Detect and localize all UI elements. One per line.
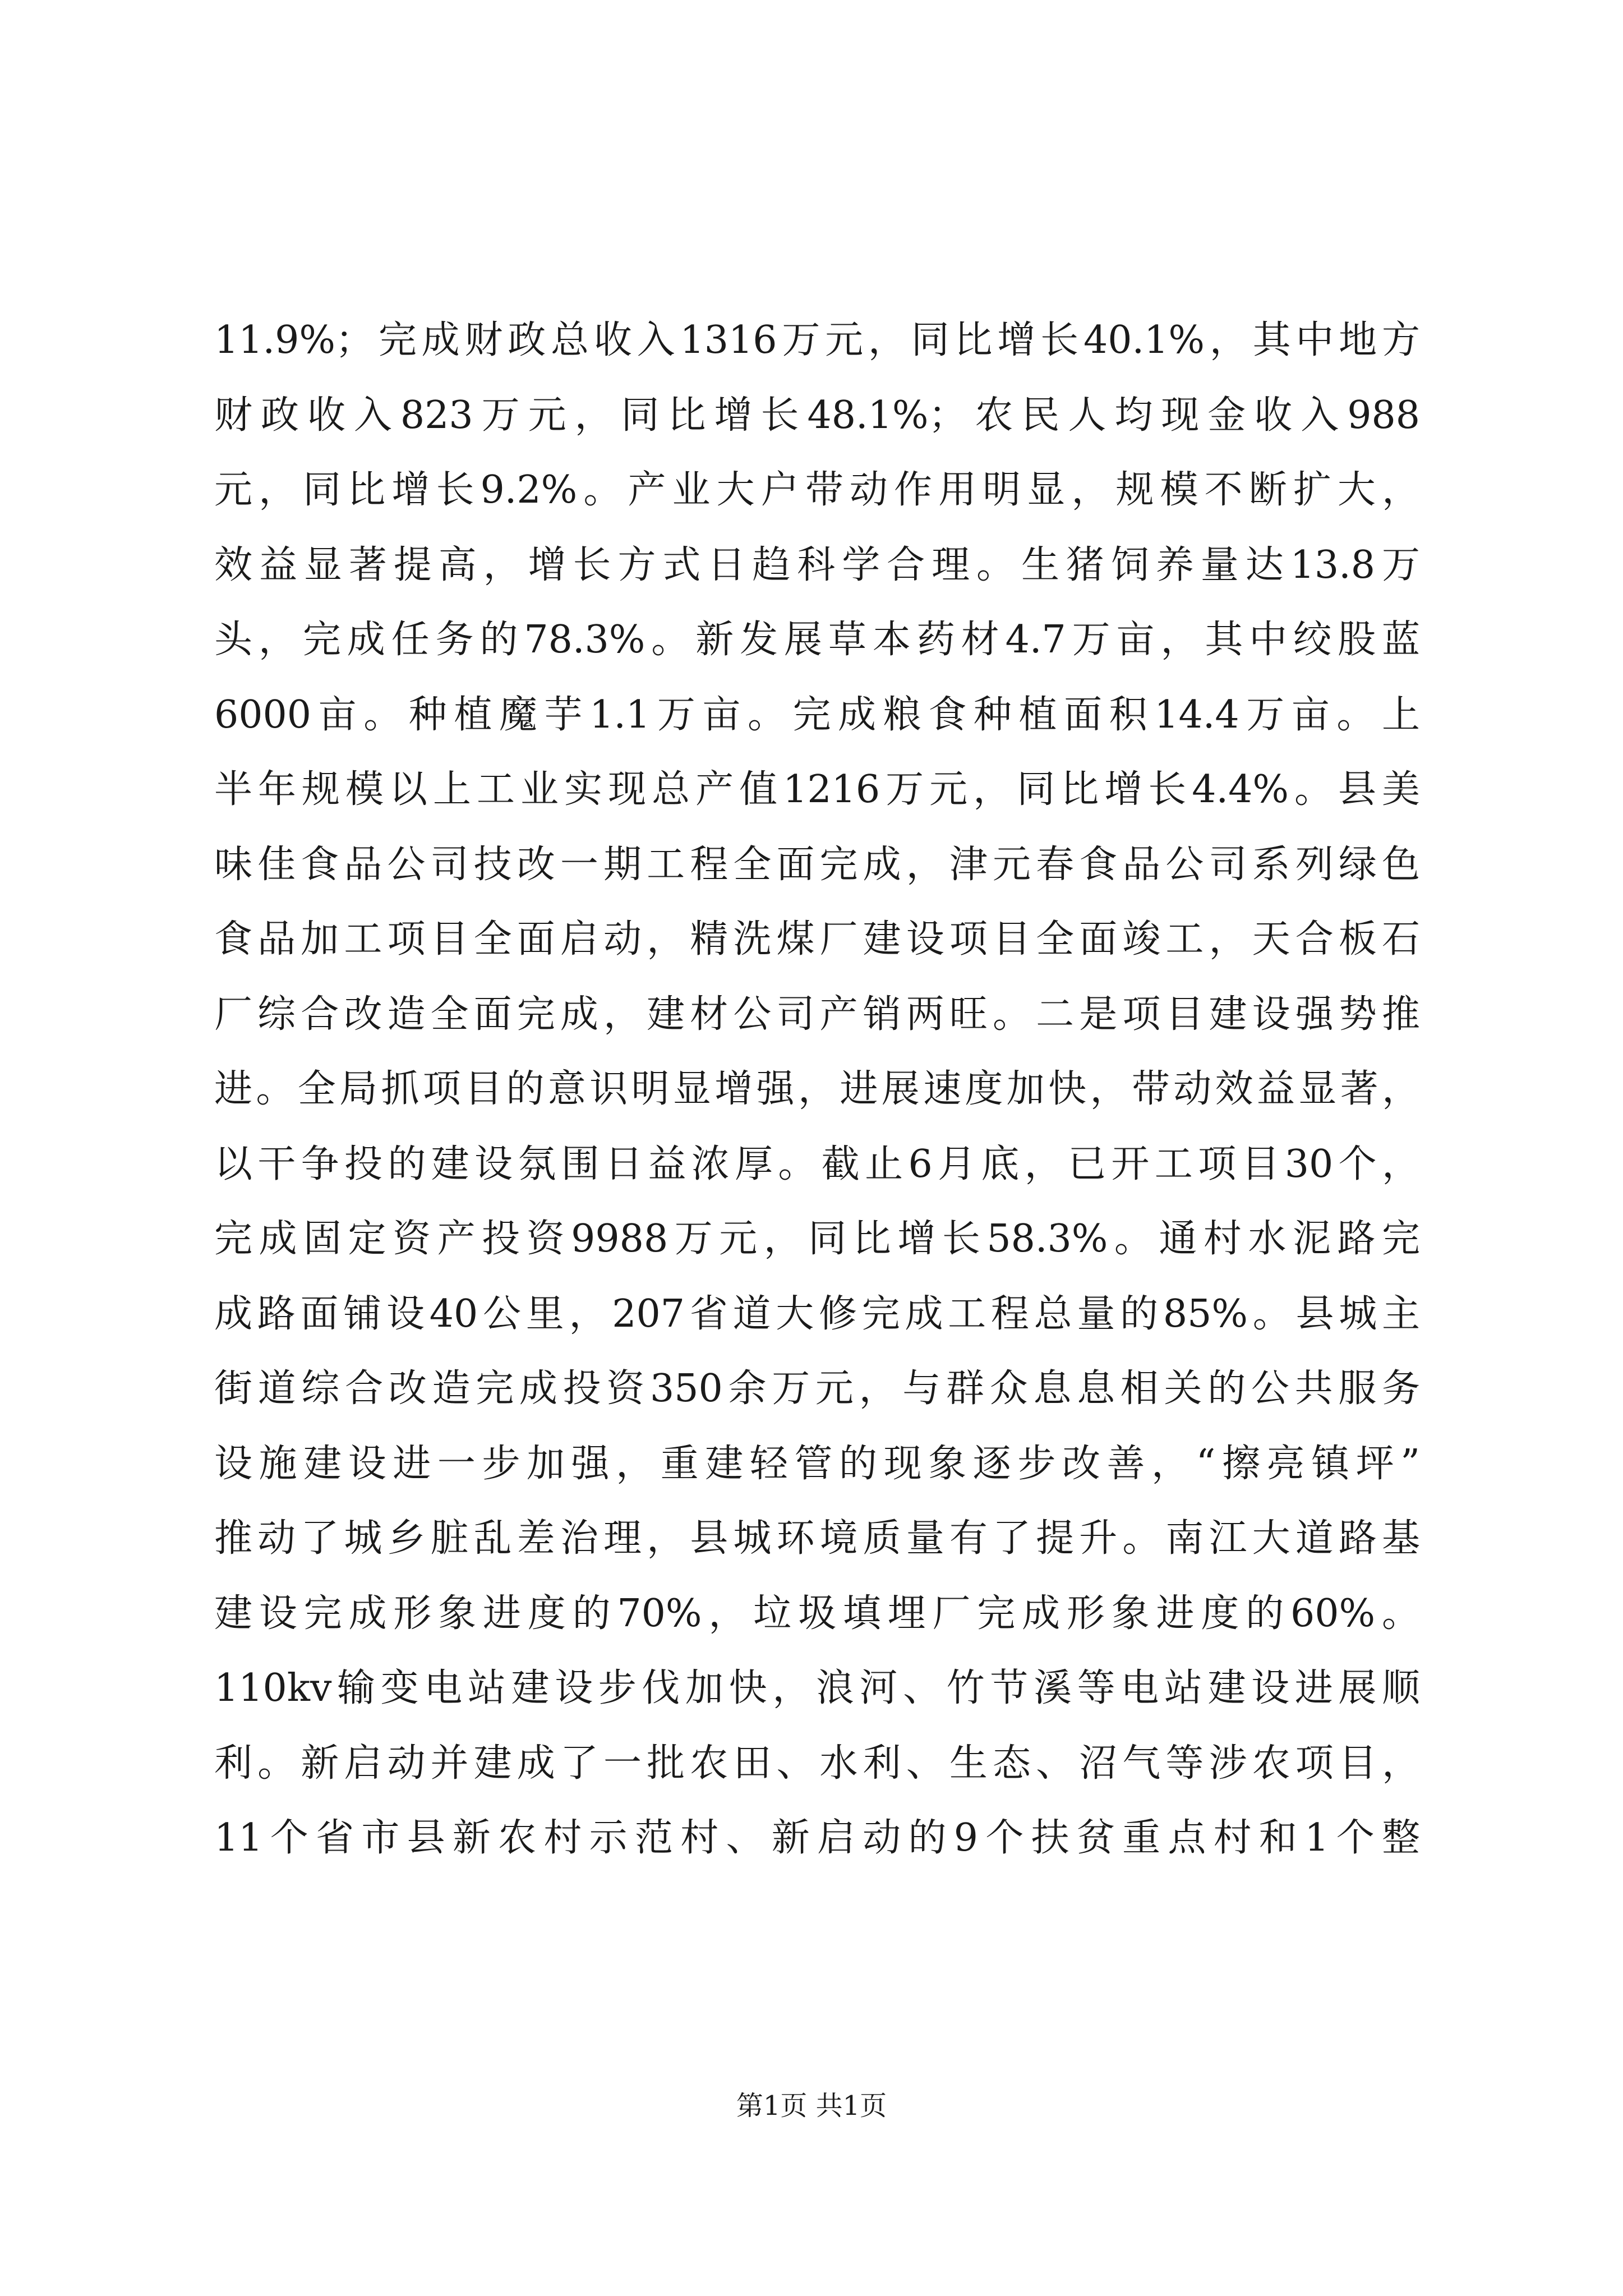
text-line: 推动了城乡脏乱差治理，县城环境质量有了提升。南江大道路基 bbox=[214, 1516, 1420, 1561]
text-line: 元，同比增长9.2%。产业大户带动作用明显，规模不断扩大， bbox=[214, 468, 1420, 512]
text-line: 成路面铺设40公里，207省道大修完成工程总量的85%。县城主 bbox=[214, 1291, 1420, 1336]
text-line: 食品加工项目全面启动，精洗煤厂建设项目全面竣工，天合板石 bbox=[214, 917, 1420, 961]
text-line: 完成固定资产投资9988万元，同比增长58.3%。通村水泥路完 bbox=[214, 1217, 1420, 1261]
text-line: 利。新启动并建成了一批农田、水利、生态、沼气等涉农项目， bbox=[214, 1741, 1420, 1786]
text-line: 头，完成任务的78.3%。新发展草本药材4.7万亩，其中绞股蓝 bbox=[214, 618, 1420, 662]
text-line: 6000亩。种植魔芋1.1万亩。完成粮食种植面积14.4万亩。上 bbox=[214, 692, 1420, 737]
text-line: 味佳食品公司技改一期工程全面完成，津元春食品公司系列绿色 bbox=[214, 842, 1420, 887]
text-line: 11个省市县新农村示范村、新启动的9个扶贫重点村和1个整 bbox=[214, 1816, 1420, 1860]
text-line: 进。全局抓项目的意识明显增强，进展速度加快，带动效益显著， bbox=[214, 1067, 1420, 1111]
text-line: 110kv输变电站建设步伐加快，浪河、竹节溪等电站建设进展顺 bbox=[214, 1666, 1420, 1710]
page-number-footer: 第1页 共1页 bbox=[736, 2090, 887, 2122]
text-line: 街道综合改造完成投资350余万元，与群众息息相关的公共服务 bbox=[214, 1366, 1420, 1411]
text-line: 厂综合改造全面完成，建材公司产销两旺。二是项目建设强势推 bbox=[214, 992, 1420, 1037]
text-line: 效益显著提高，增长方式日趋科学合理。生猪饲养量达13.8万 bbox=[214, 542, 1420, 587]
text-line: 财政收入823万元，同比增长48.1%；农民人均现金收入988 bbox=[214, 393, 1420, 438]
text-line: 设施建设进一步加强，重建轻管的现象逐步改善，“擦亮镇坪” bbox=[214, 1441, 1420, 1486]
text-line: 半年规模以上工业实现总产值1216万元，同比增长4.4%。县美 bbox=[214, 767, 1420, 812]
text-line: 以干争投的建设氛围日益浓厚。截止6月底，已开工项目30个， bbox=[214, 1142, 1420, 1186]
body-text bbox=[214, 303, 1420, 1876]
text-line: 11.9%；完成财政总收入1316万元，同比增长40.1%，其中地方 bbox=[214, 318, 1420, 362]
text-line: 建设完成形象进度的70%，垃圾填埋厂完成形象进度的60%。 bbox=[214, 1591, 1420, 1636]
